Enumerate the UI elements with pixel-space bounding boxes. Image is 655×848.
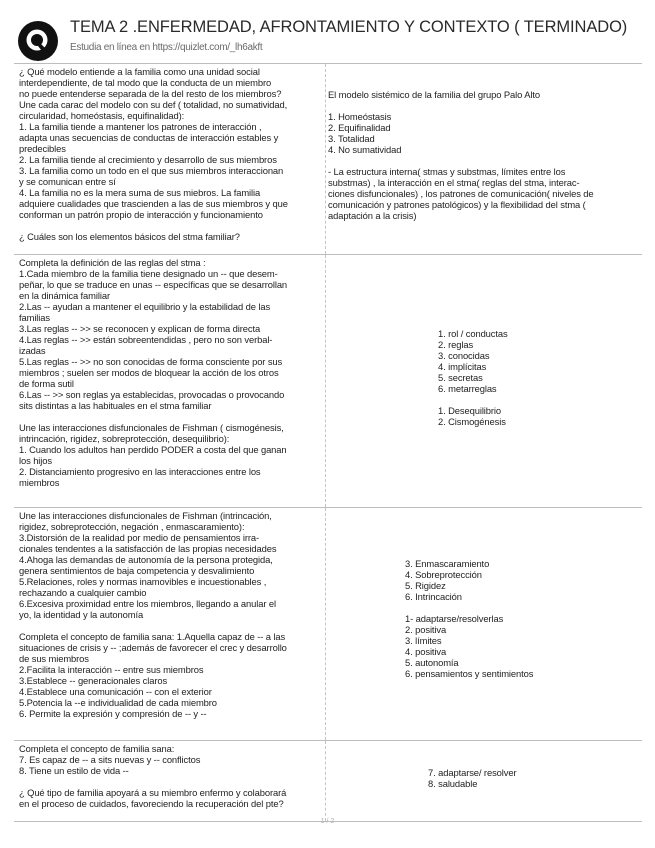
term-line: genera sentimientos de baja competencia y desvalimiento: [19, 565, 255, 576]
term-line: familias: [19, 312, 50, 323]
term-line: ¿ Qué modelo entiende a la familia como una unidad social: [19, 66, 260, 77]
term-line: interdependiente, de tal modo que la conducta de un miembro: [19, 77, 272, 88]
definition-line: 6. Intrincación: [405, 591, 462, 602]
term-line: yo, la identidad y la autonomía: [19, 609, 144, 620]
definition-line: 8. saludable: [428, 778, 478, 789]
definition-line: adaptación a la crisis): [328, 210, 417, 221]
term-line: 5.Relaciones, roles y normas inamovibles e incuestionables ,: [19, 576, 267, 587]
source-link[interactable]: Estudia en línea en https://quizlet.com/_lh6akft: [70, 42, 263, 53]
term-line: 3. La familia como un todo en el que sus miembros interaccionan: [19, 165, 284, 176]
term-line: 4.Las reglas -- >> están sobreentendidas , pero no son verbal-: [19, 334, 273, 345]
definition-line: 3. límites: [405, 635, 442, 646]
term-line: en el proceso de cuidados, favoreciendo la recuperación del pte?: [19, 798, 284, 809]
definition-line: 5. autonomía: [405, 657, 459, 668]
card-term: [14, 741, 326, 821]
term-line: 2.Las -- ayudan a mantener el equilibrio y la estabilidad de las: [19, 301, 271, 312]
term-line: Une las interacciones disfuncionales de Fishman ( cismogénesis,: [19, 422, 284, 433]
definition-line: 6. metarreglas: [438, 383, 497, 394]
term-line: los hijos: [19, 455, 52, 466]
term-line: sits distintas a las habituales en el stma familiar: [19, 400, 212, 411]
term-line: Une cada carac del modelo con su def ( totalidad, no sumatividad,: [19, 99, 288, 110]
term-line: rechazando a cualquier cambio: [19, 587, 147, 598]
term-line: 6. Permite la expresión y compresión de -- y --: [19, 708, 207, 719]
definition-line: 2. positiva: [405, 624, 447, 635]
term-line: 5.Potencia la --e individualidad de cada miembro: [19, 697, 217, 708]
term-line: Completa la definición de las reglas del stma :: [19, 257, 206, 268]
definition-line: 4. positiva: [405, 646, 447, 657]
definition-line: 2. Equifinalidad: [328, 122, 391, 133]
term-line: 2. Distanciamiento progresivo en las interacciones entre los: [19, 466, 261, 477]
term-line: miembros ; suelen ser modos de bloquear la acción de los otros: [19, 367, 279, 378]
term-line: situaciones de crisis y -- ;además de favorecer el crec y desarrollo: [19, 642, 287, 653]
term-line: 8. Tiene un estilo de vida --: [19, 765, 129, 776]
definition-line: 3. conocidas: [438, 350, 490, 361]
term-line: intrincación, rigidez, sobreprotección, desequilibrio):: [19, 433, 230, 444]
flashcard-table: [14, 63, 642, 822]
term-line: 2.Facilita la interacción -- entre sus miembros: [19, 664, 204, 675]
definition-line: 1. Desequilibrio: [438, 405, 502, 416]
definition-line: 4. Sobreprotección: [405, 569, 482, 580]
definition-line: 3. Enmascaramiento: [405, 558, 490, 569]
term-line: 1. La familia tiende a mantener los patrones de interacción ,: [19, 121, 262, 132]
definition-line: 2. Cismogénesis: [438, 416, 506, 427]
card-definition: [326, 741, 642, 821]
term-line: 1.Cada miembro de la familia tiene designado un -- que desem-: [19, 268, 278, 279]
card-row-1: [14, 63, 642, 254]
term-line: 4.Ahoga las demandas de autonomía de la persona protegida,: [19, 554, 273, 565]
term-line: 4.Establece una comunicación -- con el exterior: [19, 686, 212, 697]
term-line: 2. La familia tiende al crecimiento y desarrollo de sus miembros: [19, 154, 277, 165]
document-header: [16, 14, 646, 62]
term-line: ¿ Cuáles son los elementos básicos del stma familiar?: [19, 231, 240, 242]
term-line: 5.Las reglas -- >> no son conocidas de forma consciente por sus: [19, 356, 283, 367]
page-number: 1 / 2: [320, 818, 335, 825]
term-line: rigidez, sobreprotección, negación , enmascaramiento):: [19, 521, 245, 532]
term-line: 3.Establece -- generacionales claros: [19, 675, 168, 686]
definition-line: ciones disfuncionales) , los patrones de comunicación( niveles de: [328, 188, 594, 199]
definition-line: 5. Rigidez: [405, 580, 446, 591]
term-line: 6.Las -- >> son reglas ya establecidas, provocadas o provocando: [19, 389, 285, 400]
term-line: Completa el concepto de familia sana: 1.Aquella capaz de -- a las: [19, 631, 286, 642]
term-line: miembros: [19, 477, 60, 488]
definition-line: 4. No sumatividad: [328, 144, 402, 155]
card-term: [14, 64, 326, 254]
definition-line: 1. rol / conductas: [438, 328, 508, 339]
card-term: [14, 255, 326, 507]
term-line: y se comunican entre sí: [19, 176, 116, 187]
term-line: 4. La familia no es la mera suma de sus miebros. La familia: [19, 187, 261, 198]
card-definition: [326, 255, 642, 507]
card-definition: [326, 508, 642, 740]
term-line: peñar, lo que se traduce en unas -- específicas que se desarrollan: [19, 279, 288, 290]
definition-line: 2. reglas: [438, 339, 474, 350]
term-line: no puede entenderse separada de la del resto de los miembros?: [19, 88, 282, 99]
term-line: adapta unas secuencias de conductas de interacción estables y: [19, 132, 279, 143]
definition-line: substmas) , la interacción en el stma( reglas del stma, interac-: [328, 177, 580, 188]
term-line: 3.Las reglas -- >> se reconocen y explican de forma directa: [19, 323, 261, 334]
page-title: TEMA 2 .ENFERMEDAD, AFRONTAMIENTO Y CONTEXTO ( TERMINADO): [70, 18, 628, 36]
term-line: predecibles: [19, 143, 66, 154]
term-line: conforman un patrón propio de interacción y funcionamiento: [19, 209, 263, 220]
card-definition: [326, 64, 642, 254]
term-line: 6.Excesiva proximidad entre los miembros, llegando a anular el: [19, 598, 276, 609]
definition-line: 7. adaptarse/ resolver: [428, 767, 517, 778]
definition-line: comunicación y patrones patológicos) y la flexibilidad del stma (: [328, 199, 586, 210]
term-line: Completa el concepto de familia sana:: [19, 743, 175, 754]
definition-line: 1. Homeóstasis: [328, 111, 392, 122]
definition-line: 1- adaptarse/resolverlas: [405, 613, 504, 624]
card-term: [14, 508, 326, 740]
term-line: 1. Cuando los adultos han perdido PODER a costa del que ganan: [19, 444, 287, 455]
definition-line: 4. implícitas: [438, 361, 487, 372]
definition-line: 5. secretas: [438, 372, 483, 383]
term-line: de forma sutil: [19, 378, 74, 389]
card-row-3: [14, 507, 642, 740]
definition-line: 6. pensamientos y sentimientos: [405, 668, 534, 679]
term-line: izadas: [19, 345, 46, 356]
term-line: ¿ Qué tipo de familia apoyará a su miembro enfermo y colaborará: [19, 787, 287, 798]
term-line: circularidad, homeóstasis, equifinalidad):: [19, 110, 185, 121]
term-line: de sus miembros: [19, 653, 89, 664]
definition-line: El modelo sistémico de la familia del grupo Palo Alto: [328, 89, 541, 100]
term-line: adquiere cualidades que trascienden a las de sus miembros y que: [19, 198, 288, 209]
term-line: en la dinámica familiar: [19, 290, 110, 301]
quizlet-logo-icon: [18, 21, 58, 61]
term-line: 7. Es capaz de -- a sits nuevas y -- conflictos: [19, 754, 201, 765]
card-row-2: [14, 254, 642, 507]
term-line: Une las interacciones disfuncionales de Fishman (intrincación,: [19, 510, 272, 521]
definition-line: 3. Totalidad: [328, 133, 375, 144]
term-line: 3.Distorsión de la realidad por medio de pensamientos irra-: [19, 532, 260, 543]
term-line: cionales tendentes a la satisfacción de las propias necesidades: [19, 543, 277, 554]
card-row-4: [14, 740, 642, 822]
definition-line: - La estructura interna( stmas y substmas, límites entre los: [328, 166, 566, 177]
